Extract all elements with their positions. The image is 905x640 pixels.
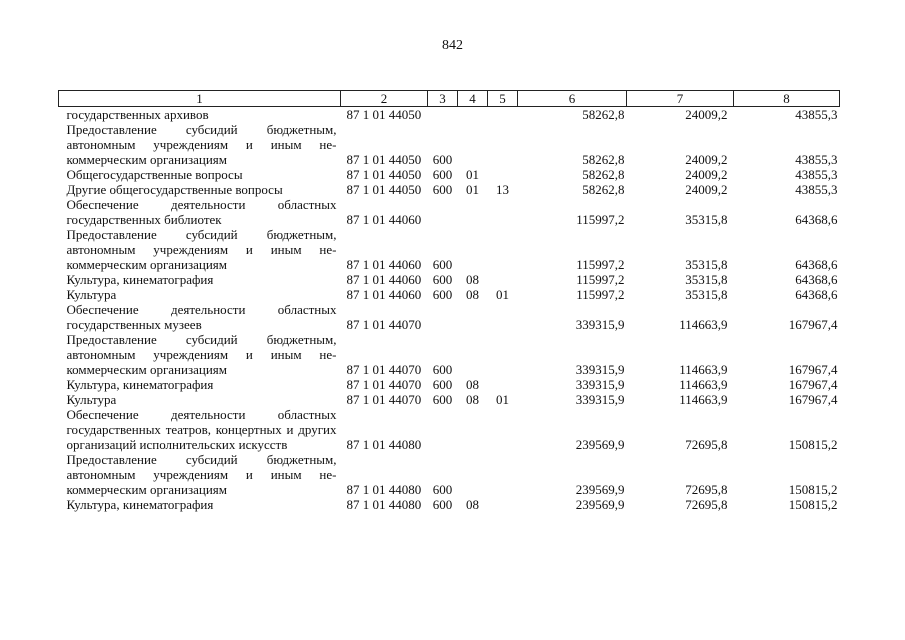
row-value-col-6: 115997,2 [576, 212, 625, 227]
row-col-5 [488, 497, 518, 512]
table-row [59, 332, 840, 377]
row-code: 87 1 01 44060 [346, 272, 422, 287]
row-value-col-7: 114663,9 [679, 377, 728, 392]
row-col-5 [488, 227, 518, 272]
row-value-col-6: 58262,8 [582, 107, 625, 122]
row-code: 87 1 01 44080 [346, 497, 422, 512]
row-name: Обеспечение деятельности областных государственных библиотек [66, 197, 337, 227]
row-value-col-7: 114663,9 [679, 392, 728, 407]
row-name: государственных архивов [66, 107, 209, 122]
row-col-5: 01 [496, 287, 509, 302]
row-value-col-6: 239569,9 [575, 497, 625, 512]
table-row [59, 407, 840, 452]
row-col-4: 01 [466, 167, 479, 182]
table-row [59, 287, 840, 302]
row-col-5 [488, 272, 518, 287]
row-value-col-6: 239569,9 [575, 437, 625, 452]
row-code: 87 1 01 44060 [346, 212, 422, 227]
table-row [59, 392, 840, 407]
row-col-4: 01 [466, 182, 479, 197]
row-value-col-6: 58262,8 [582, 167, 625, 182]
row-value-col-8: 43855,3 [795, 182, 838, 197]
row-value-col-8: 64368,6 [795, 272, 838, 287]
table-header-row [59, 91, 840, 107]
row-code: 87 1 01 44060 [346, 287, 422, 302]
row-col-4: 08 [466, 377, 479, 392]
row-name: Предоставление субсидий бюджетным, автономным учреждениям и иным не-коммерческим организациям [66, 332, 337, 377]
row-name: Другие общегосударственные вопросы [66, 182, 283, 197]
header-col-2: 2 [341, 91, 428, 107]
row-col-5 [488, 197, 518, 227]
row-value-col-8: 150815,2 [788, 437, 838, 452]
row-col-4 [458, 107, 488, 123]
table-row [59, 377, 840, 392]
row-name: Предоставление субсидий бюджетным, автономным учреждениям и иным не-коммерческим организациям [66, 122, 337, 167]
row-code: 87 1 01 44050 [346, 167, 422, 182]
row-name: Обеспечение деятельности областных государственных театров, концертных и других организаций исполнительских искусств [66, 407, 337, 452]
row-value-col-8: 167967,4 [788, 377, 838, 392]
row-col-3 [428, 197, 458, 227]
row-code: 87 1 01 44070 [346, 362, 422, 377]
row-value-col-8: 64368,6 [795, 257, 838, 272]
row-col-5: 13 [496, 182, 509, 197]
row-value-col-7: 72695,8 [685, 437, 728, 452]
row-value-col-6: 115997,2 [576, 257, 625, 272]
row-col-3: 600 [432, 377, 453, 392]
table-row [59, 122, 840, 167]
row-value-col-7: 24009,2 [685, 167, 728, 182]
page-number: 842 [442, 38, 463, 53]
row-code: 87 1 01 44070 [346, 377, 422, 392]
row-value-col-6: 339315,9 [575, 377, 625, 392]
row-value-col-8: 167967,4 [788, 317, 838, 332]
table-row [59, 197, 840, 227]
row-value-col-6: 339315,9 [575, 392, 625, 407]
row-col-5 [488, 377, 518, 392]
row-col-3: 600 [432, 152, 453, 167]
row-name: Общегосударственные вопросы [66, 167, 243, 182]
table-row [59, 497, 840, 512]
table-row [59, 167, 840, 182]
header-col-7: 7 [627, 91, 734, 107]
row-col-4 [458, 197, 488, 227]
row-value-col-7: 114663,9 [679, 362, 728, 377]
row-value-col-8: 43855,3 [795, 107, 838, 122]
row-col-3: 600 [432, 497, 453, 512]
row-col-5 [488, 302, 518, 332]
row-code: 87 1 01 44050 [346, 107, 422, 122]
row-value-col-7: 35315,8 [685, 272, 728, 287]
row-code: 87 1 01 44050 [346, 152, 422, 167]
row-value-col-8: 43855,3 [795, 167, 838, 182]
row-value-col-7: 35315,8 [685, 287, 728, 302]
row-code: 87 1 01 44080 [346, 437, 422, 452]
row-value-col-6: 58262,8 [582, 152, 625, 167]
row-code: 87 1 01 44050 [346, 182, 422, 197]
row-col-3: 600 [432, 182, 453, 197]
table-row [59, 227, 840, 272]
header-col-5: 5 [488, 91, 518, 107]
row-col-5: 01 [496, 392, 509, 407]
table-row [59, 272, 840, 287]
row-col-3: 600 [432, 287, 453, 302]
row-col-5 [488, 107, 518, 123]
table-row [59, 182, 840, 197]
row-value-col-7: 35315,8 [685, 257, 728, 272]
row-col-3: 600 [432, 392, 453, 407]
row-name: Предоставление субсидий бюджетным, автономным учреждениям и иным не-коммерческим организациям [66, 227, 337, 272]
row-col-5 [488, 332, 518, 377]
row-name: Культура, кинематография [66, 272, 214, 287]
budget-table [58, 90, 840, 512]
row-col-4 [458, 452, 488, 497]
header-col-4: 4 [458, 91, 488, 107]
row-value-col-7: 72695,8 [685, 497, 728, 512]
row-col-4: 08 [466, 287, 479, 302]
row-name: Культура, кинематография [66, 377, 214, 392]
row-col-3: 600 [432, 482, 453, 497]
row-name: Предоставление субсидий бюджетным, автономным учреждениям и иным не-коммерческим организациям [66, 452, 337, 497]
header-col-1: 1 [59, 91, 341, 107]
row-value-col-8: 167967,4 [788, 392, 838, 407]
row-value-col-7: 72695,8 [685, 482, 728, 497]
row-value-col-8: 150815,2 [788, 497, 838, 512]
row-value-col-6: 239569,9 [575, 482, 625, 497]
row-value-col-6: 115997,2 [576, 272, 625, 287]
row-code: 87 1 01 44060 [346, 257, 422, 272]
row-col-5 [488, 167, 518, 182]
row-name: Культура [66, 287, 117, 302]
table-row [59, 107, 840, 123]
row-col-4: 08 [466, 392, 479, 407]
row-value-col-7: 24009,2 [685, 152, 728, 167]
row-col-4: 08 [466, 272, 479, 287]
row-value-col-6: 58262,8 [582, 182, 625, 197]
table-row [59, 452, 840, 497]
row-value-col-7: 24009,2 [685, 107, 728, 122]
row-name: Культура, кинематография [66, 497, 214, 512]
row-name: Обеспечение деятельности областных государственных музеев [66, 302, 337, 332]
row-name: Культура [66, 392, 117, 407]
row-value-col-6: 339315,9 [575, 317, 625, 332]
row-value-col-8: 64368,6 [795, 212, 838, 227]
header-col-8: 8 [734, 91, 840, 107]
row-value-col-8: 64368,6 [795, 287, 838, 302]
header-col-3: 3 [428, 91, 458, 107]
row-value-col-8: 43855,3 [795, 152, 838, 167]
row-value-col-6: 115997,2 [576, 287, 625, 302]
row-value-col-8: 167967,4 [788, 362, 838, 377]
row-col-4 [458, 122, 488, 167]
row-code: 87 1 01 44070 [346, 392, 422, 407]
row-code: 87 1 01 44070 [346, 317, 422, 332]
row-value-col-8: 150815,2 [788, 482, 838, 497]
row-value-col-7: 114663,9 [679, 317, 728, 332]
row-col-5 [488, 407, 518, 452]
header-col-6: 6 [518, 91, 627, 107]
row-col-3 [428, 107, 458, 123]
row-col-3 [428, 302, 458, 332]
row-col-3 [428, 407, 458, 452]
row-value-col-7: 35315,8 [685, 212, 728, 227]
row-col-3: 600 [432, 257, 453, 272]
table-row [59, 302, 840, 332]
row-code: 87 1 01 44080 [346, 482, 422, 497]
row-col-4 [458, 332, 488, 377]
row-col-4 [458, 227, 488, 272]
row-col-5 [488, 122, 518, 167]
row-value-col-6: 339315,9 [575, 362, 625, 377]
row-col-5 [488, 452, 518, 497]
row-col-4: 08 [466, 497, 479, 512]
row-value-col-7: 24009,2 [685, 182, 728, 197]
row-col-4 [458, 407, 488, 452]
row-col-3: 600 [432, 272, 453, 287]
row-col-3: 600 [432, 362, 453, 377]
table-body [59, 107, 840, 513]
row-col-3: 600 [432, 167, 453, 182]
row-col-4 [458, 302, 488, 332]
